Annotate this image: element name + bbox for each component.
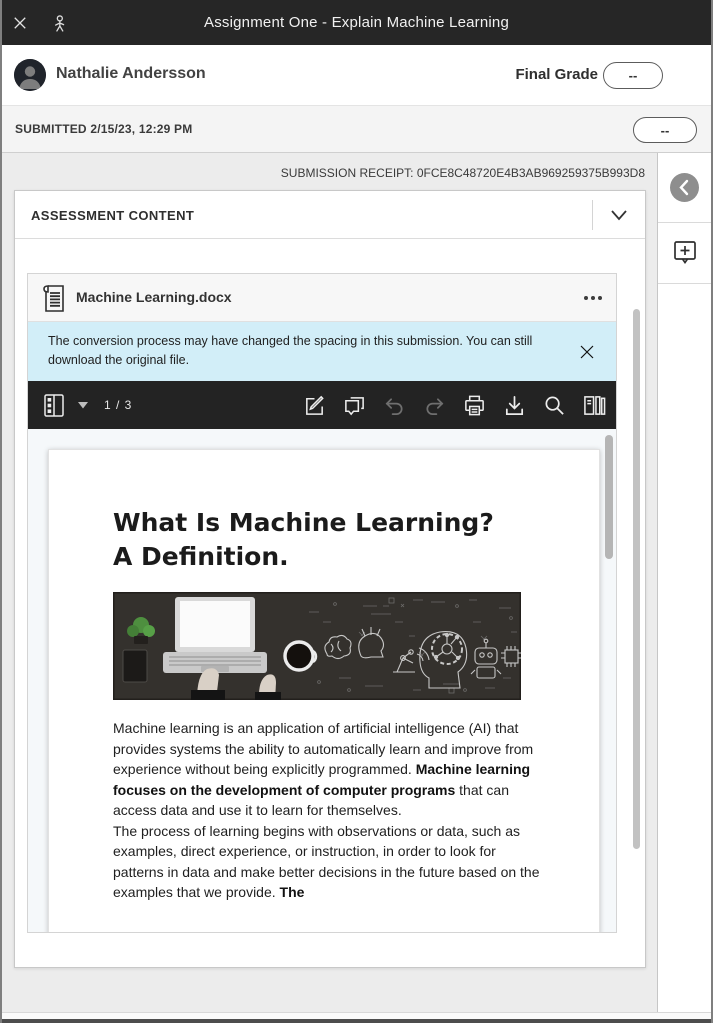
- doc-body: [113, 718, 541, 903]
- doc-paragraph: Machine learning is an application of artificial intelligence (AI) that provides systems the ability to automatically learn and improve from experience without being explicitly programmed. Machine learning focuses on the development of computer programs that can access data and use it to learn for themselves.: [113, 720, 534, 818]
- attempt-grade-pill[interactable]: --: [633, 117, 697, 143]
- collapse-panel-icon[interactable]: [670, 173, 699, 202]
- thumbnails-icon[interactable]: [42, 392, 66, 418]
- submission-receipt: SUBMISSION RECEIPT: 0FCE8C48720E4B3AB969259375B993D8: [280, 166, 645, 180]
- hero-image: [113, 592, 521, 700]
- page-indicator: 1 / 3: [104, 398, 133, 412]
- divider: [592, 200, 593, 230]
- file-attachment-block: [27, 273, 617, 933]
- submitted-timestamp: SUBMITTED 2/15/23, 12:29 PM: [15, 122, 193, 136]
- divider: [658, 283, 711, 284]
- window-footer: [2, 1012, 711, 1019]
- close-icon[interactable]: [576, 341, 598, 363]
- chevron-down-icon[interactable]: [608, 205, 630, 225]
- download-icon[interactable]: [502, 392, 526, 418]
- main-area: [2, 153, 711, 1012]
- page-title: Assignment One - Explain Machine Learning: [203, 14, 510, 31]
- doc-paragraph: The process of learning begins with observations or data, such as examples, direct experience, or instruction, in order to look for patterns in data and make better decisions in the future based on the examples that we provide. The: [113, 822, 540, 900]
- submission-bar: [2, 105, 711, 153]
- print-icon[interactable]: [462, 392, 486, 418]
- panel-header: [15, 191, 645, 239]
- final-grade-label: Final Grade: [515, 66, 598, 83]
- window-edge: [2, 1019, 711, 1023]
- search-icon[interactable]: [542, 392, 566, 418]
- final-grade-pill[interactable]: --: [603, 62, 663, 89]
- top-bar: [0, 0, 713, 45]
- divider: [658, 222, 711, 223]
- redo-icon[interactable]: [422, 392, 446, 418]
- avatar: [14, 59, 46, 91]
- page-view-icon[interactable]: [582, 392, 606, 418]
- doc-heading: What Is Machine Learning? A Definition.: [113, 508, 494, 571]
- assessment-content-panel: [14, 190, 646, 968]
- pdf-page: [48, 449, 600, 932]
- panel-scrollbar[interactable]: [633, 309, 640, 849]
- annotate-icon[interactable]: [302, 392, 326, 418]
- student-name: Nathalie Andersson: [56, 65, 206, 82]
- pdf-scrollbar[interactable]: [605, 435, 613, 559]
- document-icon: [40, 283, 66, 313]
- undo-icon[interactable]: [382, 392, 406, 418]
- side-rail: [657, 153, 711, 1012]
- pdf-viewer: [28, 429, 616, 932]
- comments-icon[interactable]: [342, 392, 366, 418]
- pdf-toolbar-actions: [302, 392, 606, 418]
- student-header: [2, 45, 711, 105]
- file-name: Machine Learning.docx: [76, 289, 232, 305]
- panel-title: ASSESSMENT CONTENT: [31, 208, 195, 223]
- overflow-menu-icon[interactable]: [584, 296, 602, 300]
- file-row: [28, 274, 616, 322]
- conversion-notice-text: The conversion process may have changed the spacing in this submission. You can still download the original file.: [48, 334, 533, 367]
- caret-down-icon[interactable]: [76, 398, 90, 412]
- pdf-toolbar: [28, 381, 616, 429]
- add-annotation-icon[interactable]: [673, 240, 697, 266]
- conversion-notice-banner: [28, 322, 616, 381]
